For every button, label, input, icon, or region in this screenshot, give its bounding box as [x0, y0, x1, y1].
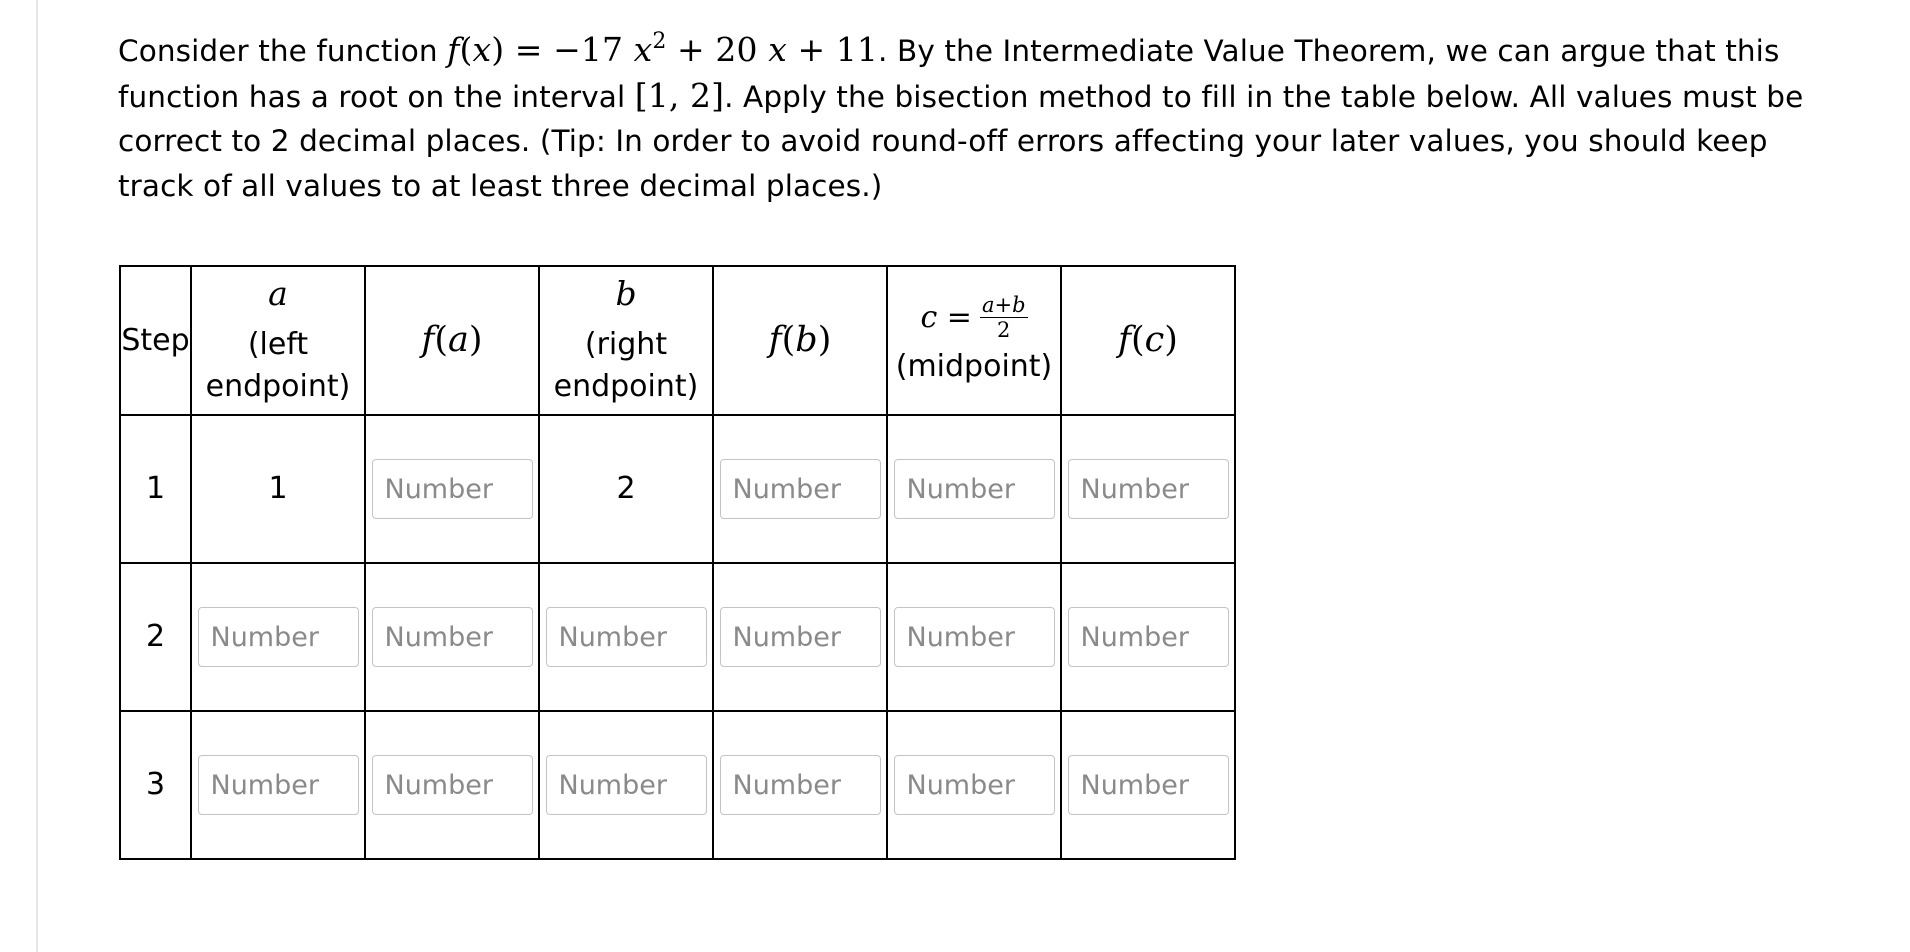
fb-input[interactable] [720, 459, 881, 519]
c-cell [887, 711, 1061, 859]
fc-input[interactable] [1068, 607, 1229, 667]
interval: [1, 2] [634, 75, 725, 115]
table-row [120, 711, 1235, 859]
header-fb [713, 266, 887, 415]
fa-cell [365, 711, 539, 859]
question-text [118, 28, 1838, 208]
fa-cell [365, 563, 539, 711]
header-fa-label: f(a) [421, 319, 483, 360]
b-value: 2 [539, 415, 713, 563]
function-expression: f(x) = −17 $x^2 + 20$ x + 11 [447, 28, 879, 69]
header-step: Step [120, 266, 191, 415]
header-b-symbol: b [615, 273, 637, 313]
header-fc [1061, 266, 1235, 415]
header-fc-label: f(c) [1118, 319, 1178, 360]
fb-cell [713, 563, 887, 711]
c-input[interactable] [894, 607, 1055, 667]
header-row [120, 266, 1235, 415]
fa-input[interactable] [372, 459, 533, 519]
a-cell [191, 711, 365, 859]
a-input[interactable] [198, 755, 359, 815]
c-cell [887, 563, 1061, 711]
question-instructions: . Apply the bisection method to fill in the table below. All values must be correct to 2 decimal places. (Tip: In order to avoid round-off errors affecting your later values, you should keep track of all values to at least three decimal places.) [118, 79, 1804, 203]
fc-input[interactable] [1068, 755, 1229, 815]
header-b-desc: (right endpoint) [553, 326, 699, 404]
table-row [120, 563, 1235, 711]
header-a-desc: (left endpoint) [205, 326, 351, 404]
b-cell [539, 711, 713, 859]
fa-input[interactable] [372, 607, 533, 667]
b-input[interactable] [546, 607, 707, 667]
a-input[interactable] [198, 607, 359, 667]
fa-cell [365, 415, 539, 563]
a-cell [191, 563, 365, 711]
step-number: 3 [120, 711, 191, 859]
formula-fraction [980, 293, 1028, 342]
bisection-table [119, 265, 1236, 860]
c-cell [887, 415, 1061, 563]
formula-denominator: 2 [997, 318, 1011, 342]
header-fa [365, 266, 539, 415]
b-input[interactable] [546, 755, 707, 815]
fa-input[interactable] [372, 755, 533, 815]
header-b [539, 266, 713, 415]
fb-input[interactable] [720, 755, 881, 815]
c-input[interactable] [894, 755, 1055, 815]
step-number: 2 [120, 563, 191, 711]
fb-cell [713, 711, 887, 859]
header-c-desc: (midpoint) [895, 349, 1053, 384]
formula-lhs: c = [920, 299, 972, 335]
fc-cell [1061, 711, 1235, 859]
question-middle: . By the Intermediate Value Theorem, we can argue that this function has a root on the interval [118, 34, 1780, 114]
formula-numerator: a+b [981, 293, 1026, 317]
fc-input[interactable] [1068, 459, 1229, 519]
question-intro: Consider the function [118, 34, 448, 68]
c-input[interactable] [894, 459, 1055, 519]
b-cell [539, 563, 713, 711]
fc-cell [1061, 415, 1235, 563]
step-number: 1 [120, 415, 191, 563]
midpoint-formula [920, 293, 1027, 342]
a-value: 1 [191, 415, 365, 563]
fb-input[interactable] [720, 607, 881, 667]
header-a-symbol: a [268, 273, 288, 313]
fc-cell [1061, 563, 1235, 711]
header-a [191, 266, 365, 415]
header-c [887, 266, 1061, 415]
table-row [120, 415, 1235, 563]
fb-cell [713, 415, 887, 563]
left-border [36, 0, 38, 952]
header-fb-label: f(b) [768, 319, 832, 360]
